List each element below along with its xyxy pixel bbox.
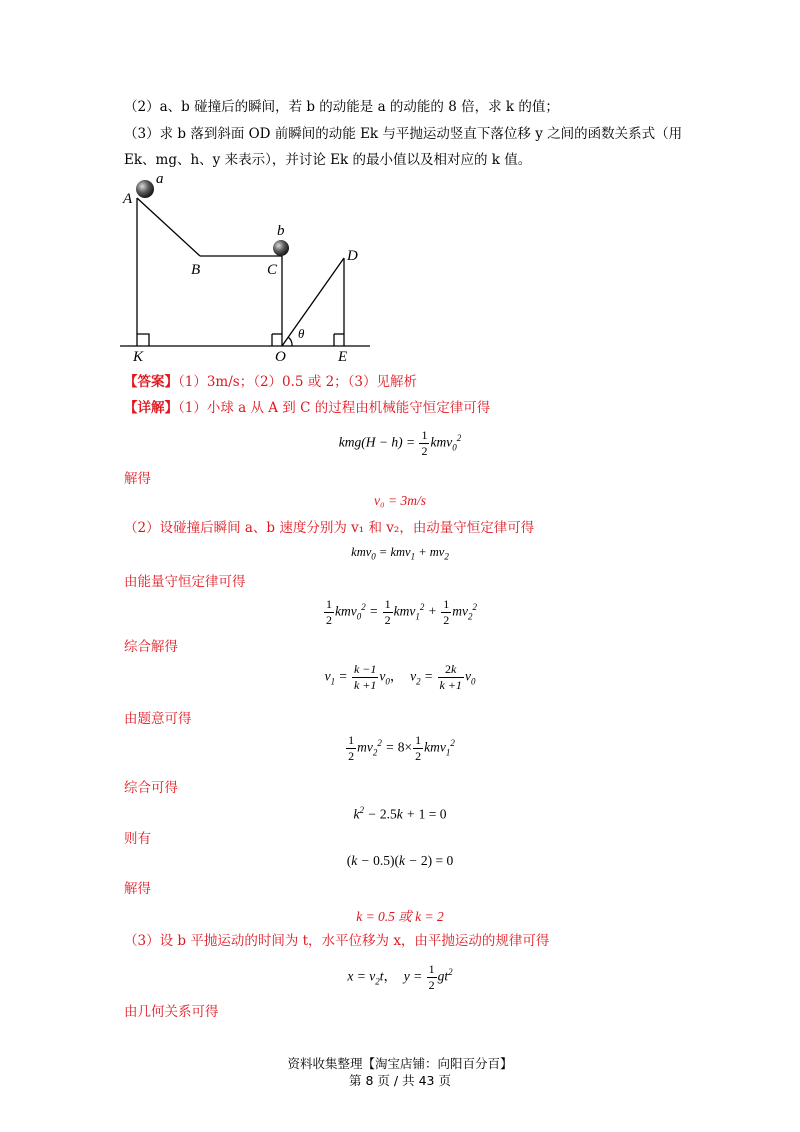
answer-line xyxy=(124,373,417,391)
label-b: b xyxy=(277,223,285,239)
label-a: a xyxy=(156,171,164,187)
detail-text: （1）小球 a 从 A 到 C 的过程由机械能守恒定律可得 xyxy=(178,400,491,416)
physics-figure xyxy=(115,170,375,365)
label-A: A xyxy=(123,191,133,207)
label-E: E xyxy=(338,349,348,365)
slope-OD xyxy=(282,258,344,346)
right-angle-K xyxy=(137,334,149,346)
answer-text: （1）3m/s；（2）0.5 或 2；（3）见解析 xyxy=(178,374,418,390)
slope-AB xyxy=(137,198,200,256)
jiede-1: 解得 xyxy=(124,471,151,487)
ball-a xyxy=(136,180,154,198)
equation-5: $\frac{1}{2}$ $mv_2^2 = 8\times$ $\frac{1}{2}$ kmv$_1^2$ xyxy=(348,733,455,763)
part-2-text: （2）设碰撞后瞬间 a、b 速度分别为 v₁ 和 v₂，由动量守恒定律可得 xyxy=(124,520,535,536)
answer-tag: 【答案】 xyxy=(124,374,178,390)
footer-source: 资料收集整理【淘宝店铺：向阳百分百】 xyxy=(287,1056,513,1071)
jiede-2: 解得 xyxy=(124,881,151,897)
equation-4: $v_1$ = $\frac{k -1}{k +1}$ $v_0$， $v_2$ = $\frac{2k}{k +1}$ $v_0$ xyxy=(324,662,476,692)
label-B: B xyxy=(191,262,201,278)
energy-text: 由能量守恒定律可得 xyxy=(124,574,246,590)
zonghe-text: 综合解得 xyxy=(124,639,178,655)
equation-1: kmg(H − h) = $\frac{1}{2}$ kmv$_0^2$ xyxy=(338,428,462,458)
footer-page-number: 第 8 页 / 共 43 页 xyxy=(349,1073,451,1088)
label-theta: θ xyxy=(298,326,305,341)
detail-tag: 【详解】 xyxy=(124,400,178,416)
jihe-text: 由几何关系可得 xyxy=(124,1004,219,1020)
ball-b xyxy=(273,240,289,256)
question-line-3: （3）求 b 落到斜面 OD 前瞬间的动能 Ek 与平抛运动竖直下落位移 y 之间的函数关系式（用 xyxy=(124,126,683,142)
tiyi-text: 由题意可得 xyxy=(124,711,192,727)
label-K: K xyxy=(133,349,144,365)
result-2: k = 0.5 或 k = 2 xyxy=(356,909,444,924)
label-O: O xyxy=(275,349,286,365)
label-C: C xyxy=(267,262,278,278)
equation-3: $\frac{1}{2}$ kmv$_0^2$ = $\frac{1}{2}$ kmv$_1^2$ + $\frac{1}{2}$ $mv_2^2$ xyxy=(326,597,477,627)
question-line-3-cont: Ek、mg、h、y 来表示），并讨论 Ek 的最小值以及相对应的 k 值。 xyxy=(124,152,532,168)
equation-6: $k^2 - 2.5k + 1 = 0$ xyxy=(353,805,447,822)
part-3-text: （3）设 b 平抛运动的时间为 t，水平位移为 x，由平抛运动的规律可得 xyxy=(124,933,550,949)
zeyou-text: 则有 xyxy=(124,831,151,847)
equation-8: $x = v_2t$， y = $\frac{1}{2}$ $gt^2$ xyxy=(347,962,453,992)
label-D: D xyxy=(347,248,358,264)
detail-line xyxy=(124,399,490,417)
question-line-2: （2）a、b 碰撞后的瞬间，若 b 的动能是 a 的动能的 8 倍，求 k 的值； xyxy=(124,99,559,115)
zonghe2-text: 综合可得 xyxy=(124,780,178,796)
theta-arc xyxy=(288,337,292,346)
equation-2: $kmv_0 = kmv_1 + mv_2$ xyxy=(351,545,449,562)
result-1: v₀ = 3m/s xyxy=(373,493,427,508)
equation-7: (k − 0.5)(k − 2) = 0 xyxy=(346,853,454,868)
